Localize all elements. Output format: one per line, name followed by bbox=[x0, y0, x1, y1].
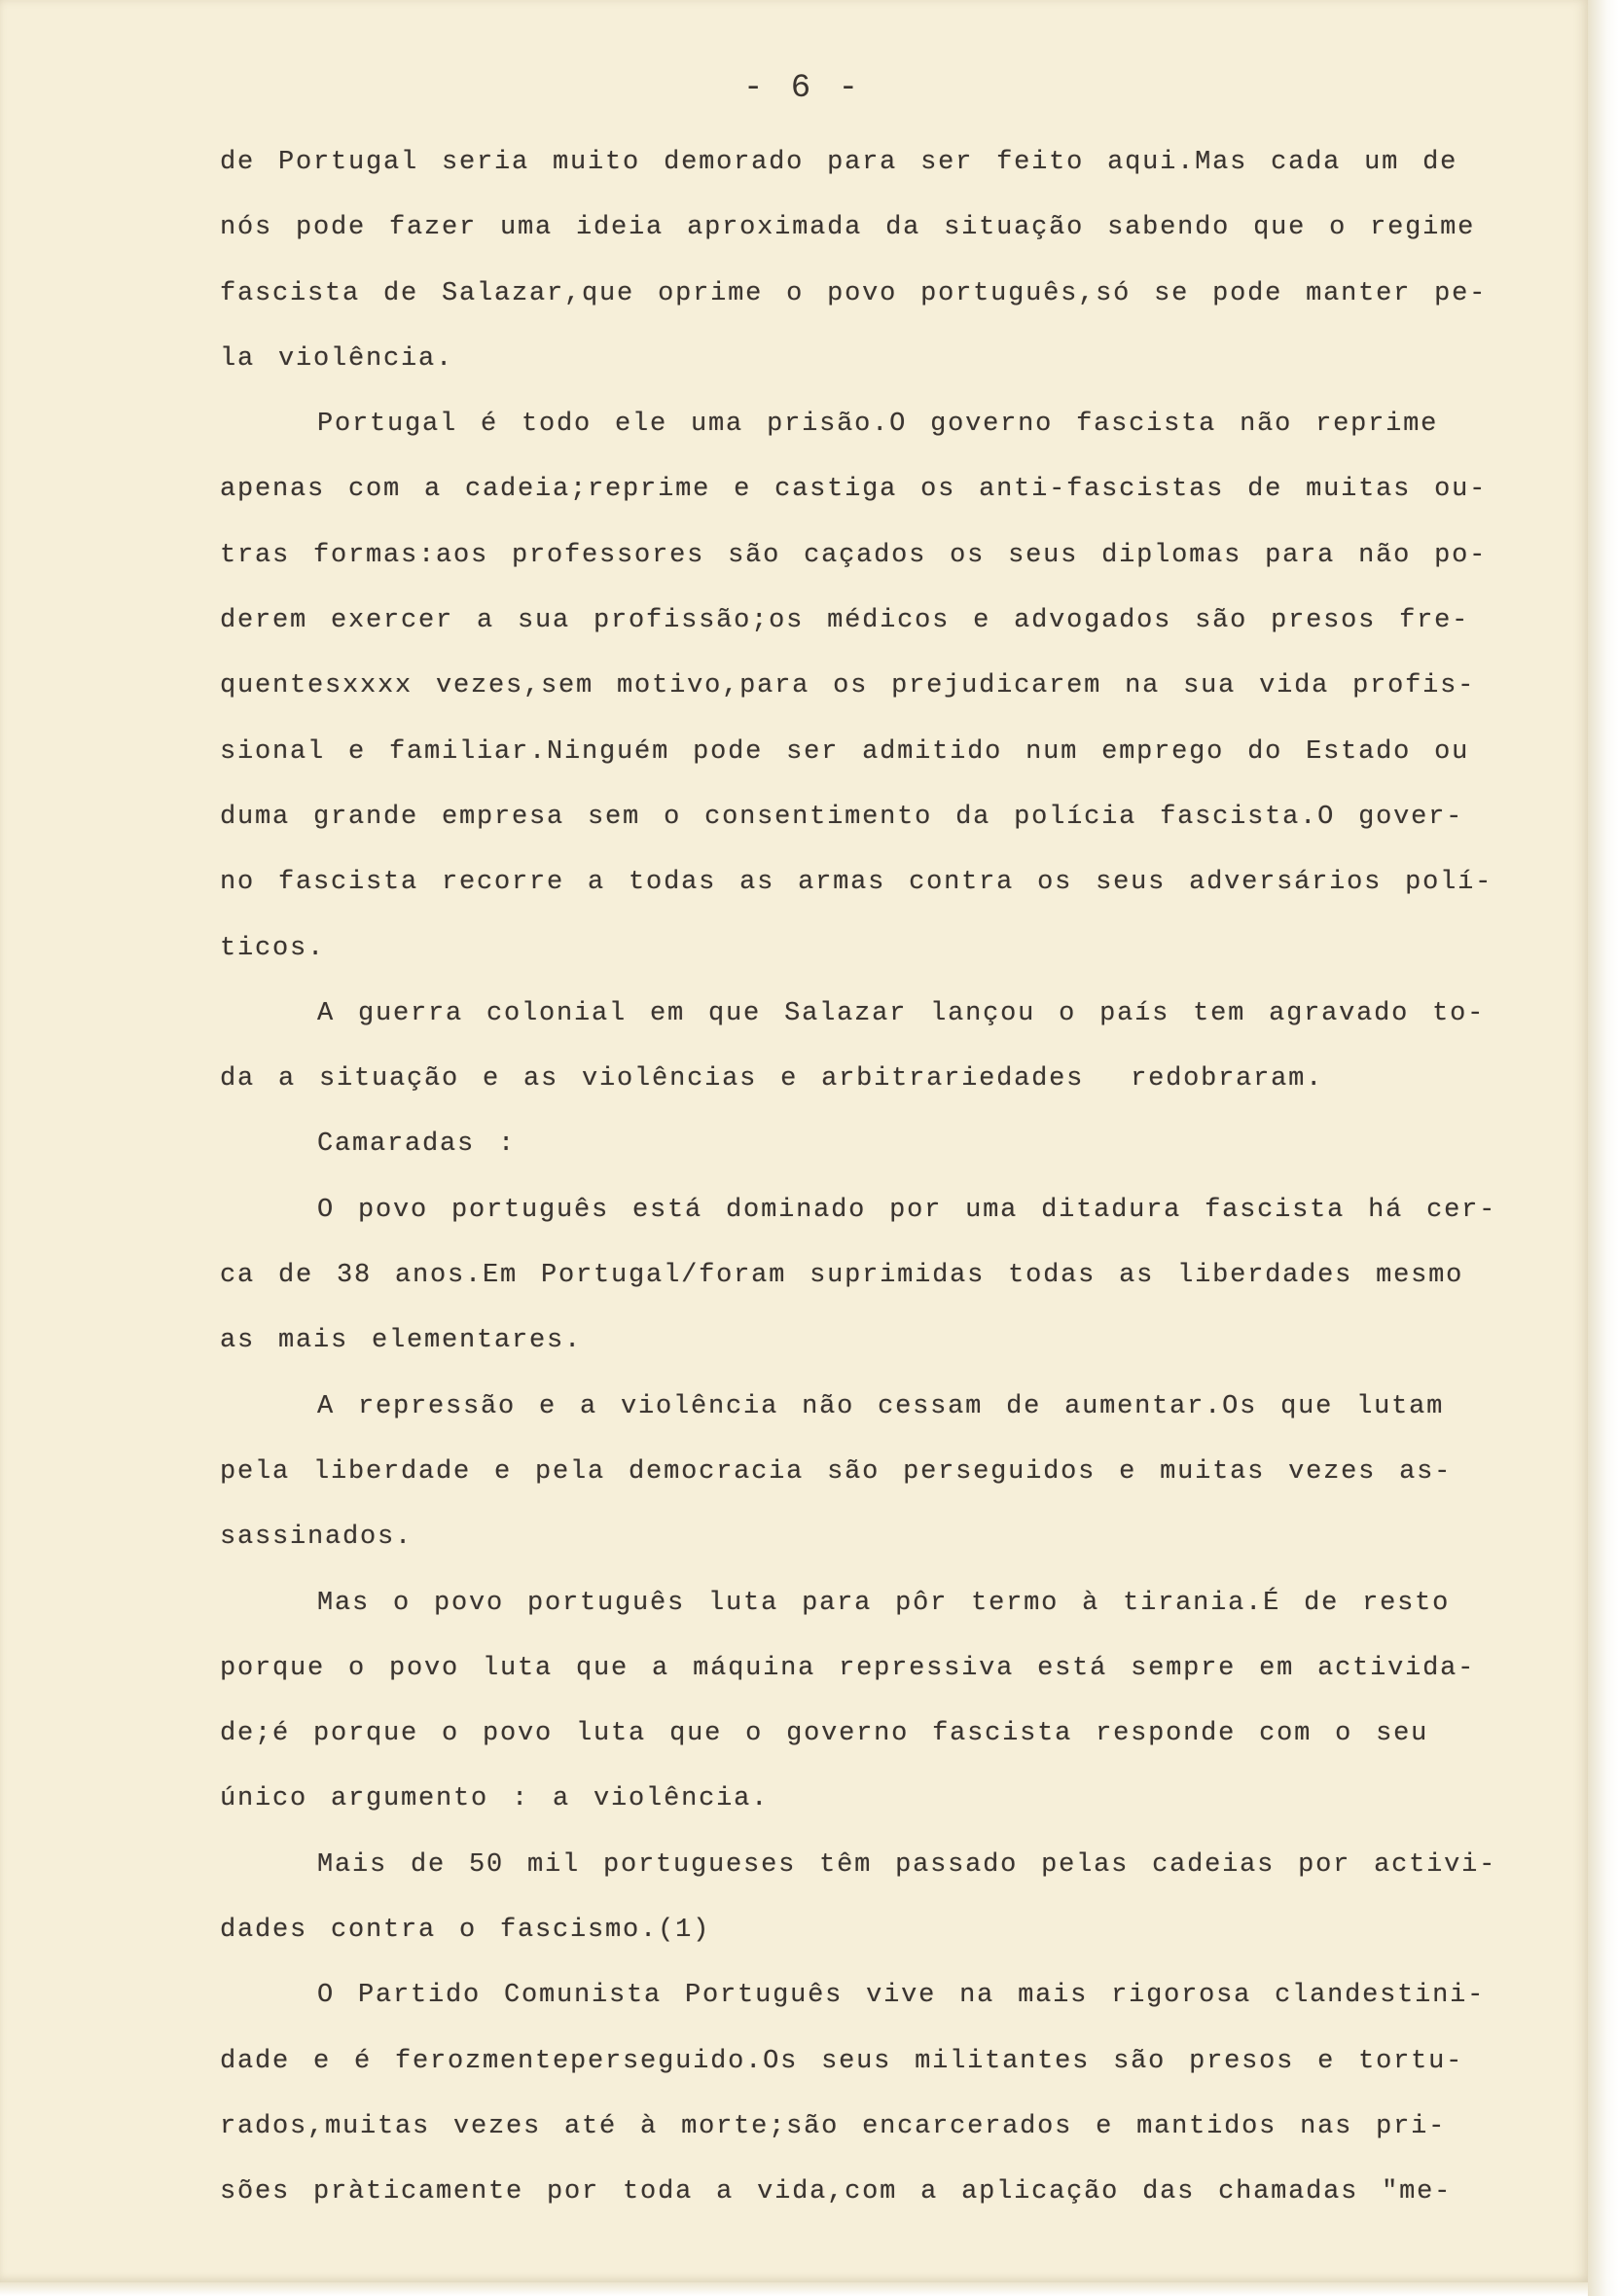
text-line: dades contra o fascismo.(1) bbox=[220, 1916, 711, 1946]
text-line: de;é porque o povo luta que o governo fascista responde com o seu bbox=[220, 1719, 1429, 1749]
text-line: de Portugal seria muito demorado para ser feito aqui.Mas cada um de bbox=[220, 148, 1458, 177]
text-line: A repressão e a violência não cessam de aumentar.Os que lutam bbox=[317, 1391, 1445, 1421]
text-line: único argumento : a violência. bbox=[220, 1784, 770, 1814]
text-line: pela liberdade e pela democracia são perseguidos e muitas vezes as- bbox=[220, 1456, 1453, 1487]
text-line: apenas com a cadeia;reprime e castiga os anti-fascistas de muitas ou- bbox=[220, 475, 1488, 505]
text-line: O Partido Comunista Português vive na mais rigorosa clandestini- bbox=[317, 1981, 1486, 2011]
text-line: dade e é ferozmenteperseguido.Os seus militantes são presos e tortu- bbox=[220, 2046, 1464, 2076]
text-line: tras formas:aos professores são caçados os seus diplomas para não po- bbox=[220, 540, 1488, 570]
text-line: Mas o povo português luta para pôr termo à tirania.É de resto bbox=[317, 1588, 1451, 1618]
text-line: fascista de Salazar,que oprime o povo português,só se pode manter pe- bbox=[220, 278, 1488, 308]
typewritten-body bbox=[220, 130, 1582, 2226]
scan-margin-bottom bbox=[0, 2282, 1588, 2296]
text-line: A guerra colonial em que Salazar lançou o país tem agravado to- bbox=[317, 998, 1486, 1028]
text-line: porque o povo luta que a máquina repressiva está sempre em activida- bbox=[220, 1653, 1476, 1683]
page-number: - 6 - bbox=[742, 70, 863, 107]
text-line: sional e familiar.Ninguém pode ser admitido num emprego do Estado ou bbox=[220, 736, 1470, 767]
text-line: no fascista recorre a todas as armas contra os seus adversários polí- bbox=[220, 868, 1493, 898]
text-line: nós pode fazer uma ideia aproximada da situação sabendo que o regime bbox=[220, 213, 1476, 243]
text-line: Mais de 50 mil portugueses têm passado pelas cadeias por activi- bbox=[317, 1849, 1497, 1880]
text-line: O povo português está dominado por uma ditadura fascista há cer- bbox=[317, 1195, 1497, 1225]
text-line: duma grande empresa sem o consentimento da polícia fascista.O gover- bbox=[220, 802, 1464, 832]
scan-margin-right bbox=[1588, 0, 1619, 2296]
text-line: ca de 38 anos.Em Portugal/foram suprimidas todas as liberdades mesmo bbox=[220, 1261, 1464, 1291]
text-line: Camaradas : bbox=[317, 1130, 517, 1160]
text-line: sões pràticamente por toda a vida,com a aplicação das chamadas "me- bbox=[220, 2177, 1453, 2207]
text-line: la violência. bbox=[220, 343, 454, 374]
text-line: derem exercer a sua profissão;os médicos e advogados são presos fre- bbox=[220, 606, 1470, 636]
text-line: da a situação e as violências e arbitrariedades redobraram. bbox=[220, 1064, 1324, 1094]
text-line: sassinados. bbox=[220, 1523, 414, 1553]
text-line: ticos. bbox=[220, 933, 326, 963]
text-line: rados,muitas vezes até à morte;são encarcerados e mantidos nas pri- bbox=[220, 2111, 1447, 2141]
text-line: Portugal é todo ele uma prisão.O governo fascista não reprime bbox=[317, 410, 1439, 440]
text-line: as mais elementares. bbox=[220, 1326, 583, 1356]
text-line: quentesxxxx vezes,sem motivo,para os prejudicarem na sua vida profis- bbox=[220, 671, 1476, 701]
